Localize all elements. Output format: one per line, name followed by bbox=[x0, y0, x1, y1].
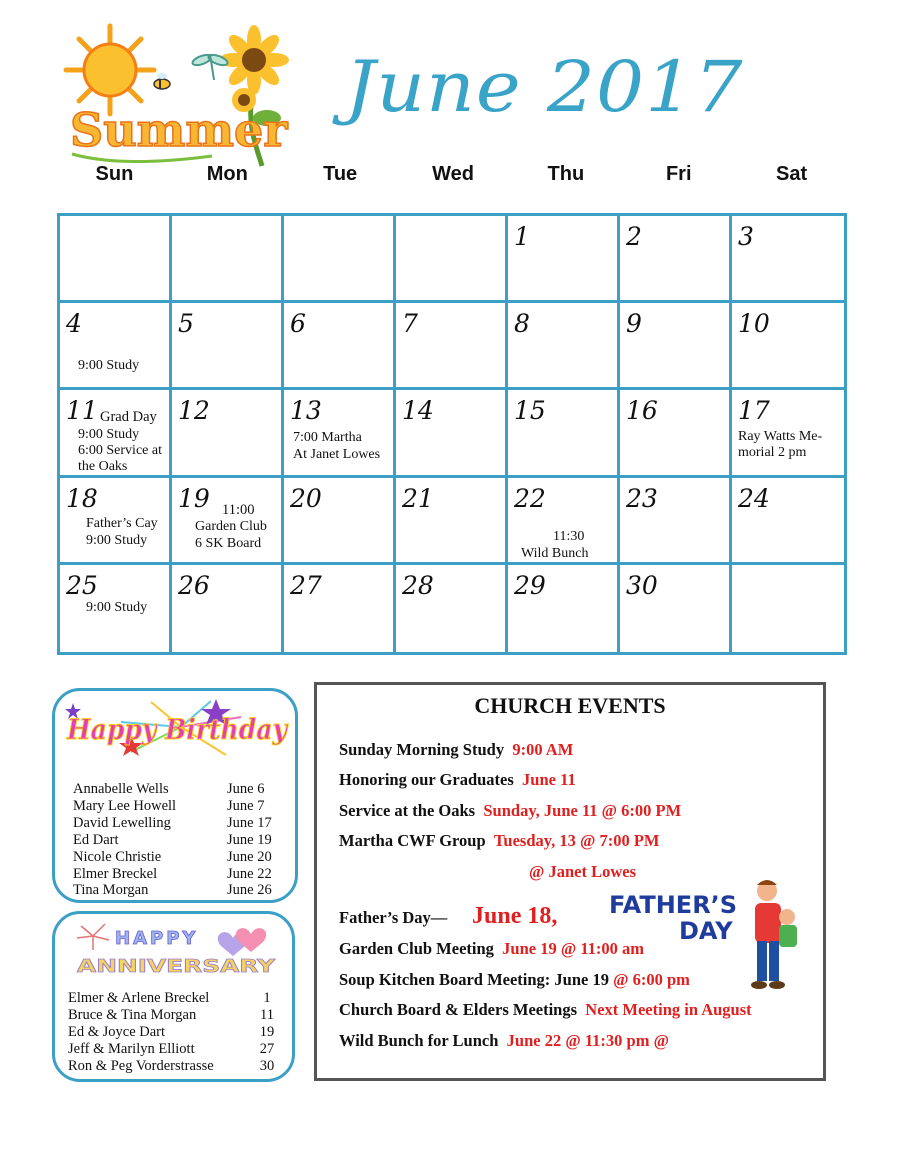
day-number: 30 bbox=[626, 570, 658, 600]
calendar-cell-21 bbox=[396, 478, 508, 565]
church-events-box bbox=[314, 682, 826, 1081]
list-item bbox=[73, 882, 283, 899]
happy-birthday-clipart bbox=[61, 697, 293, 757]
calendar-cell-4 bbox=[60, 303, 172, 390]
event-martha-cwf bbox=[339, 831, 659, 851]
event-soup-kitchen bbox=[339, 970, 690, 990]
day-number: 24 bbox=[738, 483, 770, 513]
list-item bbox=[73, 815, 283, 832]
day-number: 15 bbox=[514, 396, 546, 426]
event-church-board bbox=[339, 1000, 752, 1020]
event-service-oaks bbox=[339, 801, 681, 821]
event-note: 9:00 Study bbox=[86, 599, 148, 615]
anniversary-names: Ed & Joyce Dart bbox=[68, 1023, 166, 1040]
calendar-cell-empty bbox=[396, 216, 508, 303]
anniversary-day: 27 bbox=[259, 1040, 275, 1057]
day-number: 27 bbox=[290, 570, 322, 600]
happy-anniversary-clipart bbox=[73, 920, 283, 982]
day-number: 16 bbox=[626, 396, 658, 426]
day-number: 28 bbox=[402, 570, 434, 600]
weekday-tue: Tue bbox=[323, 163, 358, 185]
birthday-name: David Lewelling bbox=[73, 814, 171, 831]
calendar-grid bbox=[57, 213, 847, 655]
calendar-cell-19 bbox=[172, 478, 284, 565]
day-number: 3 bbox=[738, 222, 754, 251]
calendar-cell-empty bbox=[60, 216, 172, 303]
day-number: 21 bbox=[402, 483, 434, 513]
birthday-name: Nicole Christie bbox=[73, 848, 162, 865]
event-wild-bunch bbox=[339, 1031, 669, 1051]
event-value: Next Meeting in August bbox=[585, 1000, 752, 1019]
day-number: 8 bbox=[514, 309, 530, 339]
anniversary-day: 11 bbox=[260, 1006, 274, 1023]
calendar-cell-12 bbox=[172, 390, 284, 477]
event-note: Ray Watts Me- bbox=[738, 429, 823, 445]
calendar-cell-1 bbox=[508, 216, 620, 303]
event-label: Martha CWF Group bbox=[339, 831, 486, 850]
event-value: June 18, bbox=[472, 903, 558, 929]
event-label: Service at the Oaks bbox=[339, 801, 476, 820]
day-number: 5 bbox=[178, 309, 194, 339]
anniversary-box bbox=[52, 911, 295, 1082]
summer-clipart bbox=[62, 18, 292, 168]
event-label: Father’s Day— bbox=[339, 908, 448, 927]
event-sunday-study bbox=[339, 740, 573, 760]
calendar-cell-empty bbox=[284, 216, 396, 303]
church-events-title: CHURCH EVENTS bbox=[474, 693, 666, 718]
list-item bbox=[73, 781, 283, 798]
calendar-cell-empty bbox=[172, 216, 284, 303]
anniversary-day: 1 bbox=[263, 990, 271, 1006]
event-fathers-day bbox=[339, 903, 557, 930]
event-value: 9:00 AM bbox=[512, 740, 574, 759]
calendar-cell-13 bbox=[284, 390, 396, 477]
calendar-cell-20 bbox=[284, 478, 396, 565]
calendar-cell-18 bbox=[60, 478, 172, 565]
day-number: 19 bbox=[178, 483, 210, 513]
month-title: June 2017 bbox=[345, 46, 744, 128]
anniversary-art-text: ANNIVERSARY bbox=[77, 956, 277, 977]
birthday-date: June 7 bbox=[227, 797, 265, 814]
calendar-cell-29 bbox=[508, 565, 620, 652]
list-item bbox=[73, 832, 283, 849]
calendar-cell-2 bbox=[620, 216, 732, 303]
anniversary-day: 30 bbox=[259, 1057, 275, 1074]
day-number: 6 bbox=[290, 309, 306, 339]
event-value: June 11 bbox=[522, 770, 576, 789]
weekday-fri: Fri bbox=[665, 163, 692, 185]
day-number: 23 bbox=[626, 483, 658, 513]
birthday-date: June 6 bbox=[227, 781, 265, 797]
sun-icon bbox=[66, 26, 154, 114]
event-note: 11:00 bbox=[222, 501, 255, 518]
event-graduates bbox=[339, 770, 576, 790]
day-number: 11 bbox=[66, 396, 98, 426]
event-label: Church Board & Elders Meetings bbox=[339, 1000, 578, 1019]
hearts-icon bbox=[218, 928, 266, 956]
event-garden-club bbox=[339, 939, 644, 959]
calendar-cell-3 bbox=[732, 216, 844, 303]
event-label: Garden Club Meeting bbox=[339, 939, 494, 958]
anniversary-names: Elmer & Arlene Breckel bbox=[68, 990, 210, 1006]
anniversary-names: Jeff & Marilyn Elliott bbox=[68, 1040, 195, 1057]
anniversary-list bbox=[68, 990, 280, 1075]
calendar-cell-16 bbox=[620, 390, 732, 477]
list-item bbox=[73, 798, 283, 815]
event-note: 6 SK Board bbox=[195, 535, 262, 551]
day-number: 9 bbox=[626, 309, 642, 339]
event-label: Wild Bunch for Lunch bbox=[339, 1031, 499, 1050]
anniversary-names: Ron & Peg Vorderstrasse bbox=[68, 1057, 214, 1074]
summer-art-text: Summer bbox=[70, 103, 288, 157]
calendar-cell-5 bbox=[172, 303, 284, 390]
event-value: @ 6:00 pm bbox=[613, 970, 690, 989]
fathers-day-art-line1: FATHER’S bbox=[609, 891, 738, 919]
calendar-cell-27 bbox=[284, 565, 396, 652]
calendar-cell-24 bbox=[732, 478, 844, 565]
list-item bbox=[68, 1041, 280, 1058]
event-note: 9:00 Study bbox=[78, 358, 140, 374]
calendar-cell-14 bbox=[396, 390, 508, 477]
father-child-icon bbox=[751, 880, 797, 989]
event-note: the Oaks bbox=[78, 459, 128, 475]
weekday-sat: Sat bbox=[776, 163, 808, 185]
list-item bbox=[73, 849, 283, 866]
birthday-name: Tina Morgan bbox=[73, 882, 149, 899]
calendar-cell-30 bbox=[620, 565, 732, 652]
day-number: 14 bbox=[402, 396, 434, 426]
list-item bbox=[68, 1058, 280, 1075]
list-item bbox=[73, 866, 283, 883]
fathers-day-art-line2: DAY bbox=[679, 917, 733, 945]
event-note: Father’s Cay bbox=[86, 515, 158, 531]
day-number: 2 bbox=[626, 222, 642, 251]
event-value: @ Janet Lowes bbox=[529, 862, 637, 881]
calendar-cell-11 bbox=[60, 390, 172, 477]
calendar-cell-17 bbox=[732, 390, 844, 477]
birthday-name: Annabelle Wells bbox=[73, 781, 169, 797]
birthday-date: June 19 bbox=[227, 831, 272, 848]
day-number: 7 bbox=[402, 309, 418, 339]
birthday-name: Ed Dart bbox=[73, 831, 119, 848]
birthday-date: June 26 bbox=[227, 882, 272, 899]
weekday-mon: Mon bbox=[206, 163, 248, 185]
firework-icon bbox=[77, 924, 109, 950]
birthday-date: June 17 bbox=[227, 814, 272, 831]
calendar-cell-25 bbox=[60, 565, 172, 652]
event-note: 9:00 Study bbox=[86, 532, 148, 548]
event-note: Grad Day bbox=[100, 409, 157, 426]
dragonfly-icon bbox=[191, 53, 229, 80]
bee-icon bbox=[154, 73, 170, 89]
day-number: 1 bbox=[514, 222, 530, 251]
day-number: 26 bbox=[178, 570, 210, 600]
anniversary-names: Bruce & Tina Morgan bbox=[68, 1006, 197, 1023]
birthday-list bbox=[73, 781, 283, 899]
day-number: 4 bbox=[66, 309, 82, 339]
event-label: Honoring our Graduates bbox=[339, 770, 514, 789]
event-note: Wild Bunch bbox=[521, 545, 589, 561]
event-label: Sunday Morning Study bbox=[339, 740, 505, 759]
list-item bbox=[68, 1024, 280, 1041]
birthday-box bbox=[52, 688, 298, 903]
birthday-date: June 20 bbox=[227, 848, 272, 865]
birthday-name: Elmer Breckel bbox=[73, 865, 158, 882]
calendar-cell-empty bbox=[732, 565, 844, 652]
day-number: 10 bbox=[738, 309, 770, 339]
calendar-cell-23 bbox=[620, 478, 732, 565]
calendar-cell-8 bbox=[508, 303, 620, 390]
event-note: 6:00 Service at bbox=[78, 443, 162, 459]
calendar-cell-28 bbox=[396, 565, 508, 652]
event-label: Soup Kitchen Board Meeting: June 19 bbox=[339, 970, 609, 989]
happy-art-text: HAPPY bbox=[115, 928, 199, 949]
weekday-sun: Sun bbox=[95, 163, 134, 185]
event-value: June 22 @ 11:30 pm @ bbox=[506, 1031, 669, 1050]
day-number: 20 bbox=[290, 483, 322, 513]
anniversary-day: 19 bbox=[259, 1023, 275, 1040]
event-note: 11:30 bbox=[553, 528, 585, 544]
event-note: 9:00 Study bbox=[78, 427, 140, 443]
calendar-cell-10 bbox=[732, 303, 844, 390]
birthday-name: Mary Lee Howell bbox=[73, 797, 177, 814]
event-value: Tuesday, 13 @ 7:00 PM bbox=[493, 831, 660, 850]
list-item bbox=[68, 1007, 280, 1024]
day-number: 18 bbox=[66, 483, 98, 513]
calendar-cell-9 bbox=[620, 303, 732, 390]
event-note: Garden Club bbox=[195, 518, 267, 534]
birthday-date: June 22 bbox=[227, 865, 272, 882]
day-number: 17 bbox=[738, 396, 770, 426]
weekday-header-row bbox=[58, 163, 848, 191]
event-value: June 19 @ 11:00 am bbox=[502, 939, 645, 958]
day-number: 13 bbox=[290, 396, 322, 426]
day-number: 25 bbox=[66, 570, 98, 600]
list-item bbox=[68, 990, 280, 1007]
event-note: morial 2 pm bbox=[738, 445, 807, 461]
happy-birthday-art-text: Happy Birthday bbox=[66, 713, 289, 746]
calendar-cell-6 bbox=[284, 303, 396, 390]
weekday-thu: Thu bbox=[547, 163, 585, 185]
event-note: At Janet Lowes bbox=[293, 447, 381, 463]
calendar-cell-15 bbox=[508, 390, 620, 477]
weekday-wed: Wed bbox=[432, 163, 474, 185]
event-note: 7:00 Martha bbox=[293, 430, 362, 446]
day-number: 22 bbox=[514, 483, 546, 513]
day-number: 29 bbox=[514, 570, 546, 600]
event-value: Sunday, June 11 @ 6:00 PM bbox=[483, 801, 682, 820]
calendar-cell-22 bbox=[508, 478, 620, 565]
calendar-cell-26 bbox=[172, 565, 284, 652]
day-number: 12 bbox=[178, 396, 210, 426]
calendar-cell-7 bbox=[396, 303, 508, 390]
